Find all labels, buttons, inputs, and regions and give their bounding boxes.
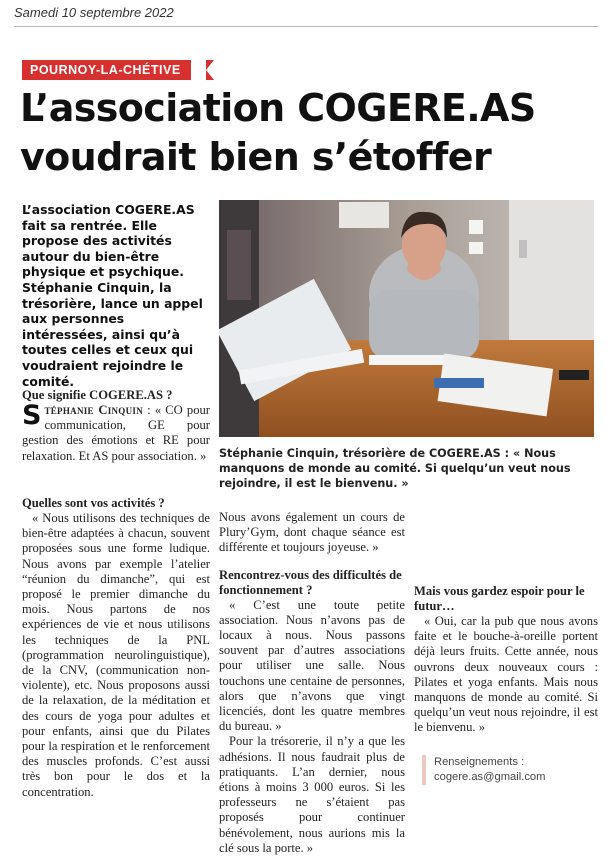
- answer-2-p1: « Nous utilisons des techniques de bien-être adaptées à chacun, souvent proposées sous une forme ludique. Nous avons par exemple l’atelier “réunion du dimanche”, qui est proposé le premier dimanche du mois. Nous partons de nos expériences de vie et nous utilisons les techniques de la PNL (programmation neurolinguistique), de la CNV, (communication non-violente), etc. Nous proposons aussi de la relaxation, de la méditation et des cours de yoga pour adultes et pour enfants, ainsi que du Pilates pour la respiration et le renforcement des muscles profonds. C’est aussi très bon pour le dos et la concentration.: [22, 511, 210, 799]
- header-rule: [14, 26, 598, 27]
- rubric-label: POURNOY-LA-CHÉTIVE: [22, 60, 191, 80]
- column-4: [414, 510, 598, 750]
- question-1: Que signifie COGERE.AS ?: [22, 388, 173, 402]
- speaker-name: téphanie Cinquin: [44, 403, 144, 417]
- photo-caption: Stéphanie Cinquin, trésorière de COGERE.AS : « Nous manquons de monde au comité. Si quelqu’un veut nous rejoindre, il est le bienvenu. »: [219, 447, 571, 490]
- issue-date: Samedi 10 septembre 2022: [14, 5, 174, 20]
- answer-4-p1: « Oui, car la pub que nous avons faite et le bouche-à-oreille portent déjà leurs fruits. Cette année, nous ouvrons deux nouveaux cours : Pilates et yoga enfants. Mais nous manquons de monde au comité. Si quelqu’un veut nous rejoindre, il est le bienvenu. »: [414, 614, 598, 735]
- info-box: [422, 755, 545, 785]
- headline-line-1: L’association COGERE.AS: [20, 86, 536, 130]
- column-3: [219, 510, 405, 856]
- info-email: cogere.as@gmail.com: [434, 771, 546, 783]
- headline: [20, 84, 600, 182]
- answer-3-p2: Pour la trésorerie, il n’y a que les adhésions. Il nous faudrait plus de pratiquants. L’an dernier, nous étions à moins 3 000 euros. Si les professeurs ne s’étaient pas proposés pour continuer bénévolement, nous aurions mis la clé sous la porte. »: [219, 734, 405, 855]
- question-4: Mais vous gardez espoir pour le futur…: [414, 584, 585, 613]
- article-lead: L’association COGERE.AS fait sa rentrée. Elle propose des activités autour du bien-être physique et psychique. Stéphanie Cinquin, la trésorière, lance un appel aux personnes intéressées, ainsi qu’à toutes celles et ceux qui voudraient rejoindre le comité.: [22, 202, 203, 389]
- answer-1: Stéphanie Cinquin : « CO pour communication, GE pour gestion des émotions et RE pour relaxation. Et AS pour association. »: [22, 400, 210, 463]
- question-3: Rencontrez-vous des difficultés de fonctionnement ?: [219, 567, 402, 597]
- answer-3-p1: « C’est une toute petite association. Nous n’avons pas de locaux à nous. Nous passons souvent par d’autres associations pour utiliser une salle. Nous touchons une centaine de personnes, alors que n’avons que vingt licenciés, dont les quatre membres du bureau. »: [219, 597, 405, 734]
- drop-cap: S: [22, 400, 42, 431]
- column-1: [22, 388, 210, 464]
- headline-line-2: voudrait bien s’étoffer: [20, 135, 492, 179]
- column-2: [22, 496, 210, 800]
- answer-2-p2: Nous avons également un cours de Plury’Gym, dont chaque séance est différente et toujours joyeuse. »: [219, 510, 405, 555]
- article-photo: [219, 200, 594, 437]
- photo-illustration: [219, 200, 594, 437]
- rubric-tail: [206, 60, 214, 80]
- info-label: Renseignements :: [434, 756, 525, 768]
- question-2: Quelles sont vos activités ?: [22, 496, 165, 510]
